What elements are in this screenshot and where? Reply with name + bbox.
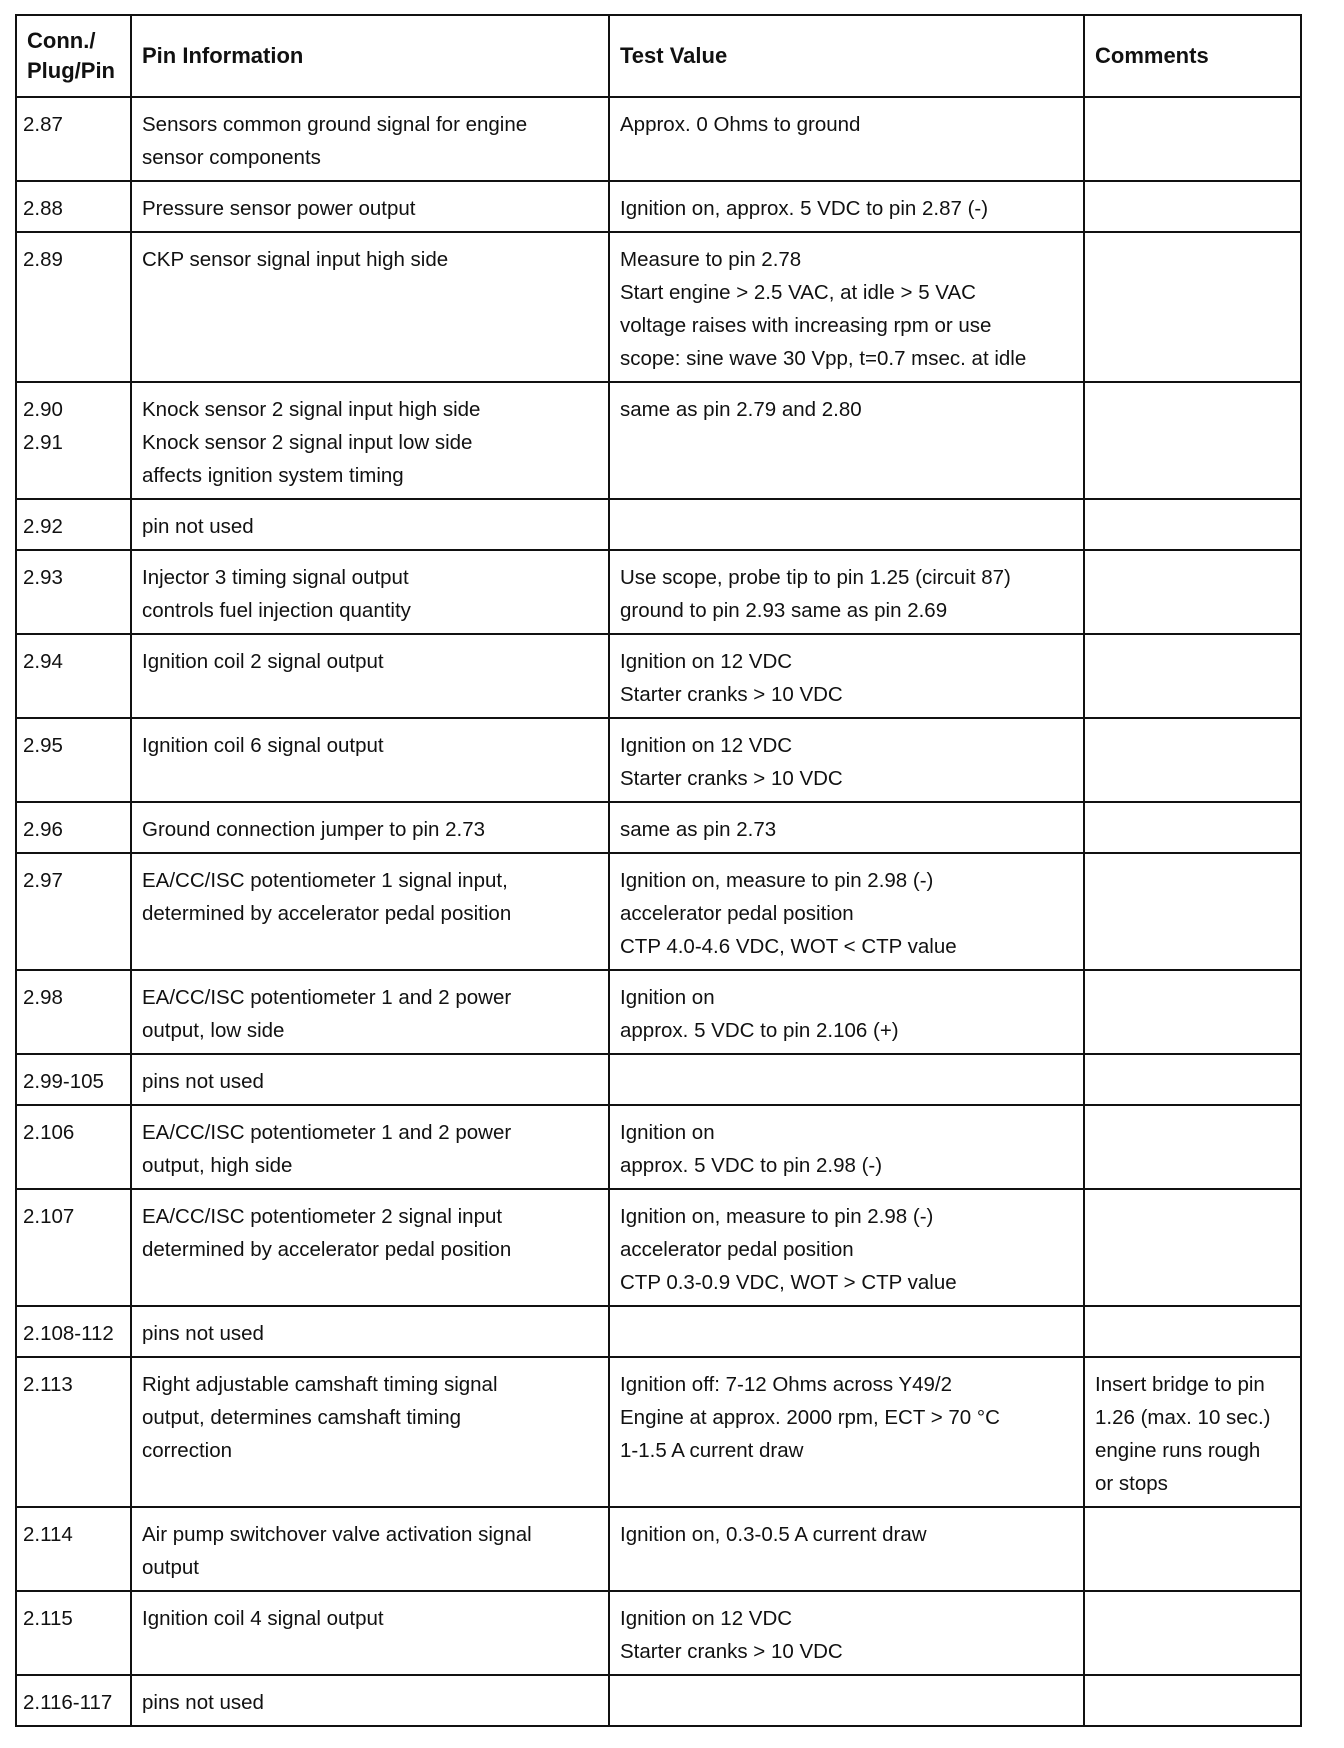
cell-text-line: determined by accelerator pedal position [142, 902, 512, 925]
table-body [16, 97, 1301, 1726]
cell-text-line: 2.107 [23, 1205, 75, 1228]
table-row [16, 1507, 1301, 1591]
cell-text-line: output [142, 1556, 199, 1579]
table-row [16, 232, 1301, 382]
cell-text-line: Engine at approx. 2000 rpm, ECT > 70 °C [620, 1406, 1000, 1429]
pin-test-sheet [15, 14, 1300, 1727]
cell-text-line: determined by accelerator pedal position [142, 1238, 512, 1261]
cell-text-line: accelerator pedal position [620, 902, 854, 925]
comments-cell [1084, 1189, 1301, 1306]
pin-cell [16, 499, 131, 550]
cell-text-line: Ignition on 12 VDC [620, 734, 793, 757]
comments-cell [1084, 853, 1301, 970]
table-row [16, 181, 1301, 232]
cell-text-line: Ignition on 12 VDC [620, 1607, 793, 1630]
pin-information-cell [131, 1507, 609, 1591]
comments-cell [1084, 1105, 1301, 1189]
pin-information-cell [131, 1675, 609, 1726]
comments-cell [1084, 232, 1301, 382]
cell-text-line: Ignition on 12 VDC [620, 650, 793, 673]
test-value-cell [609, 1357, 1084, 1507]
test-value-cell [609, 232, 1084, 382]
cell-text-line: 2.96 [23, 818, 63, 841]
header-pin: Conn./ Plug/Pin [16, 15, 131, 97]
cell-text-line: pins not used [142, 1691, 264, 1714]
test-value-cell [609, 1306, 1084, 1357]
pin-cell [16, 634, 131, 718]
pin-cell [16, 550, 131, 634]
test-value-cell [609, 1675, 1084, 1726]
pin-cell [16, 1306, 131, 1357]
cell-text-line: 2.87 [23, 113, 63, 136]
pin-cell [16, 1591, 131, 1675]
cell-text-line: approx. 5 VDC to pin 2.106 (+) [620, 1019, 899, 1042]
cell-text-line: output, high side [142, 1154, 293, 1177]
cell-text-line: EA/CC/ISC potentiometer 1 and 2 power [142, 986, 512, 1009]
test-value-cell [609, 1591, 1084, 1675]
cell-text-line: output, determines camshaft timing [142, 1406, 462, 1429]
table-row [16, 853, 1301, 970]
cell-text-line: Starter cranks > 10 VDC [620, 1640, 843, 1663]
pin-information-cell [131, 1054, 609, 1105]
header-comments: Comments [1084, 15, 1301, 97]
cell-text-line: 2.88 [23, 197, 63, 220]
test-value-cell [609, 382, 1084, 499]
cell-text-line: CKP sensor signal input high side [142, 248, 449, 271]
comments-cell [1084, 1306, 1301, 1357]
cell-text-line: Ignition on, approx. 5 VDC to pin 2.87 (-) [620, 197, 989, 220]
cell-text-line: 2.89 [23, 248, 63, 271]
cell-text-line: engine runs rough [1095, 1439, 1261, 1462]
test-value-cell [609, 718, 1084, 802]
test-value-cell [609, 634, 1084, 718]
cell-text-line: Ignition off: 7-12 Ohms across Y49/2 [620, 1373, 952, 1396]
table-row [16, 970, 1301, 1054]
cell-text-line: 2.113 [23, 1373, 73, 1396]
pin-cell [16, 1189, 131, 1306]
table-row [16, 634, 1301, 718]
pin-information-cell [131, 1591, 609, 1675]
cell-text-line: pin not used [142, 515, 254, 538]
cell-text-line: affects ignition system timing [142, 464, 404, 487]
cell-text-line: voltage raises with increasing rpm or use [620, 314, 992, 337]
cell-text-line: Right adjustable camshaft timing signal [142, 1373, 498, 1396]
table-row [16, 550, 1301, 634]
comments-cell [1084, 499, 1301, 550]
pin-information-cell [131, 181, 609, 232]
cell-text-line: Ignition coil 2 signal output [142, 650, 384, 673]
cell-text-line: Use scope, probe tip to pin 1.25 (circuit 87) [620, 566, 1011, 589]
pin-table [15, 14, 1302, 1727]
cell-text-line: 1.26 (max. 10 sec.) [1095, 1406, 1271, 1429]
table-row [16, 718, 1301, 802]
pin-cell [16, 802, 131, 853]
cell-text-line: 2.92 [23, 515, 63, 538]
cell-text-line: EA/CC/ISC potentiometer 1 signal input, [142, 869, 508, 892]
cell-text-line: Ignition on, measure to pin 2.98 (-) [620, 869, 934, 892]
table-row [16, 1105, 1301, 1189]
cell-text-line: Air pump switchover valve activation signal [142, 1523, 532, 1546]
table-row [16, 1306, 1301, 1357]
test-value-cell [609, 499, 1084, 550]
test-value-cell [609, 181, 1084, 232]
cell-text-line: Approx. 0 Ohms to ground [620, 113, 861, 136]
test-value-cell [609, 1054, 1084, 1105]
cell-text-line: accelerator pedal position [620, 1238, 854, 1261]
cell-text-line: Start engine > 2.5 VAC, at idle > 5 VAC [620, 281, 976, 304]
cell-text-line: same as pin 2.79 and 2.80 [620, 398, 862, 421]
cell-text-line: Starter cranks > 10 VDC [620, 683, 843, 706]
pin-information-cell [131, 499, 609, 550]
comments-cell [1084, 1591, 1301, 1675]
pin-information-cell [131, 1105, 609, 1189]
comments-cell [1084, 181, 1301, 232]
cell-text-line: Ignition on [620, 986, 715, 1009]
comments-cell [1084, 382, 1301, 499]
table-row [16, 499, 1301, 550]
cell-text-line: 2.106 [23, 1121, 75, 1144]
comments-cell [1084, 1357, 1301, 1507]
comments-cell [1084, 97, 1301, 181]
cell-text-line: CTP 4.0-4.6 VDC, WOT < CTP value [620, 935, 957, 958]
cell-text-line: EA/CC/ISC potentiometer 1 and 2 power [142, 1121, 512, 1144]
cell-text-line: or stops [1095, 1472, 1168, 1495]
pin-cell [16, 1675, 131, 1726]
cell-text-line: Starter cranks > 10 VDC [620, 767, 843, 790]
pin-information-cell [131, 970, 609, 1054]
cell-text-line: Knock sensor 2 signal input high side [142, 398, 481, 421]
table-row [16, 1675, 1301, 1726]
cell-text-line: CTP 0.3-0.9 VDC, WOT > CTP value [620, 1271, 957, 1294]
cell-text-line: controls fuel injection quantity [142, 599, 411, 622]
table-row [16, 1357, 1301, 1507]
pin-cell [16, 97, 131, 181]
pin-cell [16, 181, 131, 232]
cell-text-line: Ignition on, 0.3-0.5 A current draw [620, 1523, 927, 1546]
cell-text-line: sensor components [142, 146, 321, 169]
table-row [16, 1189, 1301, 1306]
cell-text-line: Injector 3 timing signal output [142, 566, 409, 589]
comments-cell [1084, 1675, 1301, 1726]
pin-cell [16, 1357, 131, 1507]
header-pin-information: Pin Information [131, 15, 609, 97]
pin-information-cell [131, 802, 609, 853]
pin-cell [16, 853, 131, 970]
table-row [16, 97, 1301, 181]
test-value-cell [609, 853, 1084, 970]
comments-cell [1084, 550, 1301, 634]
cell-text-line: Ignition on, measure to pin 2.98 (-) [620, 1205, 934, 1228]
cell-text-line: scope: sine wave 30 Vpp, t=0.7 msec. at idle [620, 347, 1027, 370]
cell-text-line: 2.91 [23, 431, 63, 454]
cell-text-line: 1-1.5 A current draw [620, 1439, 804, 1462]
cell-text-line: correction [142, 1439, 233, 1462]
table-row [16, 382, 1301, 499]
cell-text-line: 2.98 [23, 986, 63, 1009]
cell-text-line: 2.93 [23, 566, 63, 589]
comments-cell [1084, 1507, 1301, 1591]
cell-text-line: Ignition coil 6 signal output [142, 734, 384, 757]
cell-text-line: Pressure sensor power output [142, 197, 416, 220]
cell-text-line: Measure to pin 2.78 [620, 248, 802, 271]
cell-text-line: 2.116-117 [23, 1691, 113, 1714]
cell-text-line: Ground connection jumper to pin 2.73 [142, 818, 486, 841]
cell-text-line: Sensors common ground signal for engine [142, 113, 528, 136]
table-row [16, 1591, 1301, 1675]
test-value-cell [609, 970, 1084, 1054]
comments-cell [1084, 970, 1301, 1054]
cell-text-line: 2.97 [23, 869, 63, 892]
pin-cell [16, 1105, 131, 1189]
cell-text-line: 2.99-105 [23, 1070, 104, 1093]
pin-cell [16, 970, 131, 1054]
pin-information-cell [131, 550, 609, 634]
cell-text-line: same as pin 2.73 [620, 818, 777, 841]
cell-text-line: 2.114 [23, 1523, 73, 1546]
cell-text-line: ground to pin 2.93 same as pin 2.69 [620, 599, 948, 622]
pin-information-cell [131, 97, 609, 181]
pin-cell [16, 718, 131, 802]
cell-text-line: EA/CC/ISC potentiometer 2 signal input [142, 1205, 503, 1228]
cell-text-line: approx. 5 VDC to pin 2.98 (-) [620, 1154, 883, 1177]
cell-text-line: pins not used [142, 1070, 264, 1093]
pin-information-cell [131, 634, 609, 718]
pin-cell [16, 1507, 131, 1591]
cell-text-line: 2.108-112 [23, 1322, 114, 1345]
cell-text-line: 2.95 [23, 734, 63, 757]
pin-information-cell [131, 382, 609, 499]
cell-text-line: Ignition coil 4 signal output [142, 1607, 384, 1630]
cell-text-line: Insert bridge to pin [1095, 1373, 1265, 1396]
comments-cell [1084, 634, 1301, 718]
test-value-cell [609, 550, 1084, 634]
cell-text-line: 2.115 [23, 1607, 73, 1630]
pin-information-cell [131, 853, 609, 970]
pin-information-cell [131, 232, 609, 382]
comments-cell [1084, 718, 1301, 802]
pin-cell [16, 1054, 131, 1105]
pin-cell [16, 382, 131, 499]
pin-information-cell [131, 1357, 609, 1507]
comments-cell [1084, 802, 1301, 853]
table-row [16, 802, 1301, 853]
header-row [16, 15, 1301, 97]
cell-text-line: pins not used [142, 1322, 264, 1345]
pin-cell [16, 232, 131, 382]
cell-text-line: Knock sensor 2 signal input low side [142, 431, 473, 454]
table-row [16, 1054, 1301, 1105]
pin-information-cell [131, 718, 609, 802]
test-value-cell [609, 802, 1084, 853]
cell-text-line: output, low side [142, 1019, 285, 1042]
header-test-value: Test Value [609, 15, 1084, 97]
pin-information-cell [131, 1306, 609, 1357]
cell-text-line: Ignition on [620, 1121, 715, 1144]
test-value-cell [609, 1105, 1084, 1189]
pin-information-cell [131, 1189, 609, 1306]
test-value-cell [609, 1189, 1084, 1306]
test-value-cell [609, 1507, 1084, 1591]
comments-cell [1084, 1054, 1301, 1105]
test-value-cell [609, 97, 1084, 181]
cell-text-line: 2.90 [23, 398, 63, 421]
cell-text-line: 2.94 [23, 650, 63, 673]
